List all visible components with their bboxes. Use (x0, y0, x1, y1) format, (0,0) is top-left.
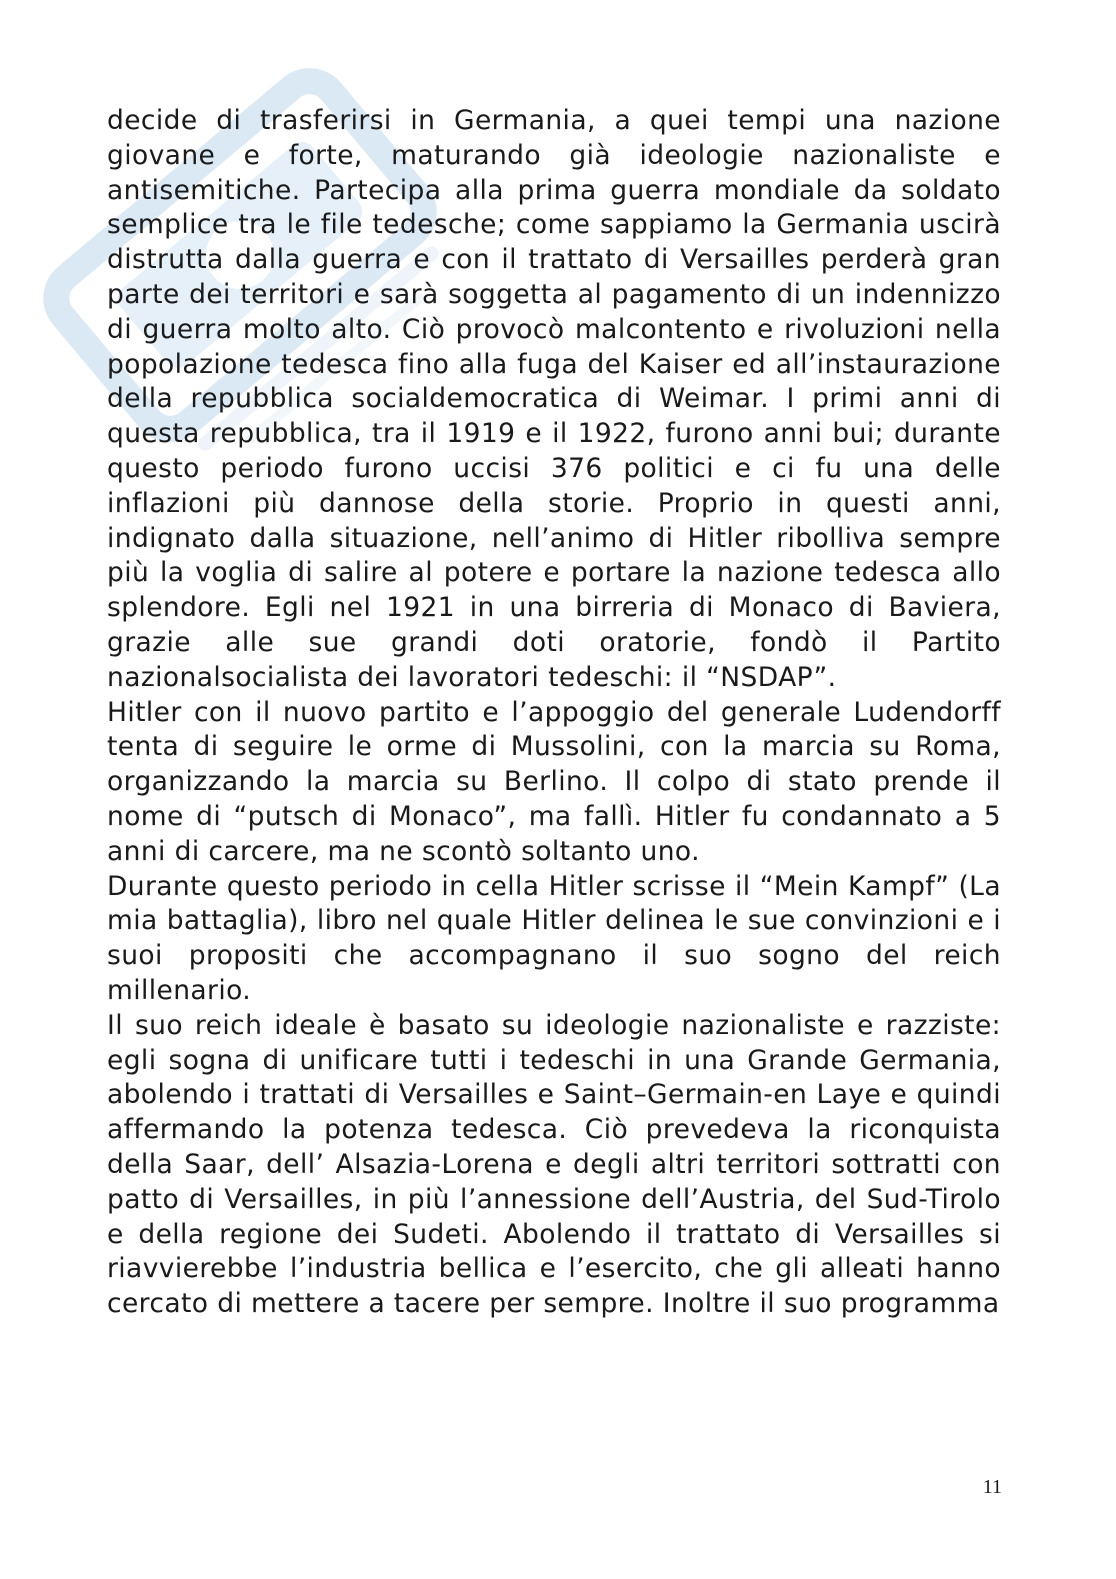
paragraph: Durante questo periodo in cella Hitler scrisse il “Mein Kampf” (La mia battaglia), libro nel quale Hitler delinea le sue convinzioni e i suoi propositi che accompagnano il suo sogno del reich millenario. (107, 870, 1001, 1006)
paragraph: Il suo reich ideale è basato su ideologie nazionaliste e razziste: egli sogna di unificare tutti i tedeschi in una Grande Germania, abolendo i trattati di Versailles e Saint–Germain-en Laye e quindi affermando la potenza tedesca. Ciò prevedeva la riconquista della Saar, dell’ Alsazia-Lorena e degli altri territori sottratti con patto di Versailles, in più l’annessione dell’Austria, del Sud-Tirolo e della regione dei Sudeti. Abolendo il trattato di Versailles si riavvierebbe l’industria bellica e l’esercito, che gli alleati hanno cercato di mettere a tacere per sempre. Inoltre il suo programma (107, 1009, 1001, 1320)
paragraph: decide di trasferirsi in Germania, a quei tempi una nazione giovane e forte, maturando già ideologie nazionaliste e antisemitiche. Partecipa alla prima guerra mondiale da soldato semplice tra le file tedesche; come sappiamo la Germania uscirà distrutta dalla guerra e con il trattato di Versailles perderà gran parte dei territori e sarà soggetta al pagamento di un indennizzo di guerra molto alto. Ciò provocò malcontento e rivoluzioni nella popolazione tedesca fino alla fuga del Kaiser ed all’instaurazione della repubblica socialdemocratica di Weimar. I primi anni di questa repubblica, tra il 1919 e il 1922, furono anni bui; durante questo periodo furono uccisi 376 politici e ci fu una delle inflazioni più dannose della storie. Proprio in questi anni, indignato dalla situazione, nell’animo di Hitler ribolliva sempre più la voglia di salire al potere e portare la nazione tedesca allo splendore. Egli nel 1921 in una birreria di Monaco di Baviera, grazie alle sue grandi doti oratorie, fondò il Partito nazionalsocialista dei lavoratori tedeschi: il “NSDAP”. (107, 105, 1001, 693)
body-text (107, 104, 1001, 1322)
paragraph: Hitler con il nuovo partito e l’appoggio del generale Ludendorff tenta di seguire le orme di Mussolini, con la marcia su Roma, organizzando la marcia su Berlino. Il colpo di stato prende il nome di “putsch di Monaco”, ma fallì. Hitler fu condannato a 5 anni di carcere, ma ne scontò soltanto uno. (107, 696, 1001, 867)
page-number: 11 (982, 1476, 1002, 1498)
